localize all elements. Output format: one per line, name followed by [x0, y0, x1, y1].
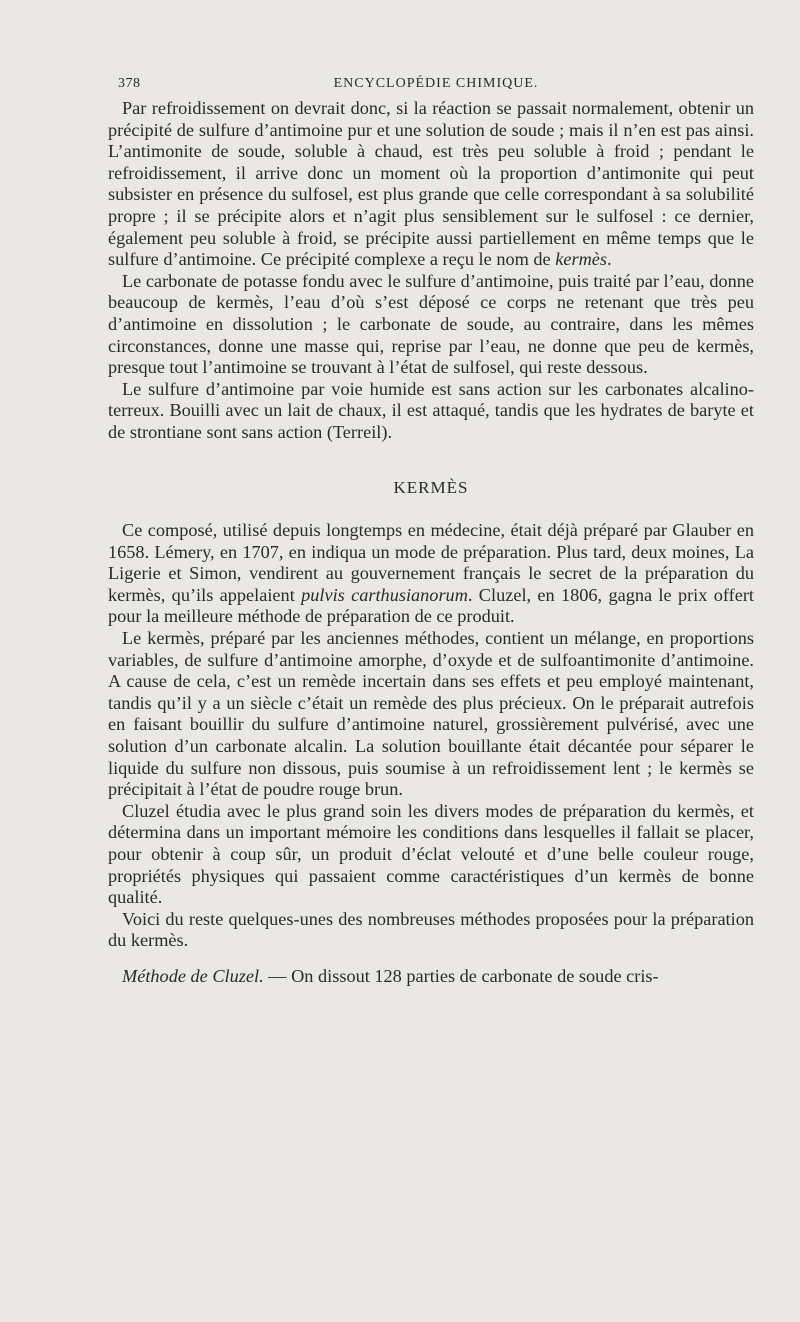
running-title: ENCYCLOPÉDIE CHIMIQUE.: [333, 76, 539, 91]
paragraph-methode-cluzel: [108, 966, 754, 988]
italic-term-kermes: kermès: [555, 249, 608, 270]
paragraph-historique: [108, 520, 754, 628]
body-text: [108, 98, 754, 988]
paragraph-cluzel-etude: Cluzel étudia avec le plus grand soin les divers modes de préparation du kermès, et détermina dans un important mémoire les conditions dans lesquelles il fallait se placer, pour obtenir à coup sûr, un produit d’éclat velouté et d’une belle couleur rouge, propriétés physiques qui passaient comme caractéristiques d’un kermès de bonne qualité.: [108, 800, 754, 908]
paragraph-text-end: . Cluzel, en 1806, gagna le prix offert pour la meilleure méthode de préparation de ce produit.: [108, 584, 754, 627]
paragraph-refroidissement: [108, 98, 754, 271]
latin-term: pulvis carthusianorum: [301, 584, 468, 605]
paragraph-text: Par refroidissement on devrait donc, si la réaction se passait normalement, obtenir un précipité de sulfure d’antimoine pur et une solution de soude ; mais il n’en est pas ainsi. L’antimonite de soude, soluble à chaud, est très peu soluble à froid ; pendant le refroidissement, il arrive donc un moment où la proportion d’antimonite qui peut subsister en présence du sulfosel, est plus grande que celle correspondant à sa solubilité propre ; il se précipite alors et n’agit plus sensiblement sur le sulfosel : ce dernier, également peu soluble à froid, se précipite aussi partiellement en même temps que le sulfure d’antimoine. Ce précipité complexe a reçu le nom de: [108, 98, 754, 270]
paragraph-text: — On dissout 128 parties de carbonate de soude cris-: [263, 965, 659, 986]
method-title: Méthode de Cluzel.: [122, 965, 264, 986]
paragraph-methodes-intro: Voici du reste quelques-unes des nombreuses méthodes proposées pour la préparation du kermès.: [108, 908, 754, 951]
section-heading-kermes: KERMÈS: [393, 477, 469, 497]
paragraph-end: .: [607, 249, 612, 270]
page-number: 378: [118, 76, 141, 91]
paragraph-anciennes-methodes: Le kermès, préparé par les anciennes méthodes, contient un mélange, en proportions variables, de sulfure d’antimoine amorphe, d’oxyde et de sulfoantimonite d’antimoine. A cause de cela, c’est un remède incertain dans ses effets et peu employé maintenant, tandis qu’il y a un siècle c’était un remède des plus précieux. On le préparait autrefois en faisant bouillir du sulfure d’antimoine naturel, grossièrement pulvérisé, avec une solution d’un carbonate alcalin. La solution bouillante était décantée pour séparer le liquide du sulfure non dissous, puis soumise à un refroidissement lent ; le kermès se précipitait à l’état de poudre rouge brun.: [108, 628, 754, 800]
paragraph-carbonate-potasse: Le carbonate de potasse fondu avec le sulfure d’antimoine, puis traité par l’eau, donne beaucoup de kermès, l’eau d’où s’est déposé ce corps ne retenant que très peu d’antimoine en dissolution ; le carbonate de soude, au contraire, dans les mêmes circonstances, donne une masse qui, reprise par l’eau, ne donne que peu de kermès, presque tout l’antimoine se trouvant à l’état de sulfosel, qui reste dessous.: [108, 270, 754, 378]
page-header: [118, 76, 754, 96]
paragraph-text: Ce composé, utilisé depuis longtemps en médecine, était déjà préparé par Glauber en 1658. Lémery, en 1707, en indiqua un mode de préparation. Plus tard, deux moines, La Ligerie et Simon, vendirent au gouvernement français le secret de la préparation du kermès, qu’ils appelaient: [108, 520, 754, 605]
paragraph-voie-humide: Le sulfure d’antimoine par voie humide est sans action sur les carbonates alcalino-terreux. Bouilli avec un lait de chaux, il est attaqué, tandis que les hydrates de baryte et de strontiane sont sans action (Terreil).: [108, 378, 754, 442]
